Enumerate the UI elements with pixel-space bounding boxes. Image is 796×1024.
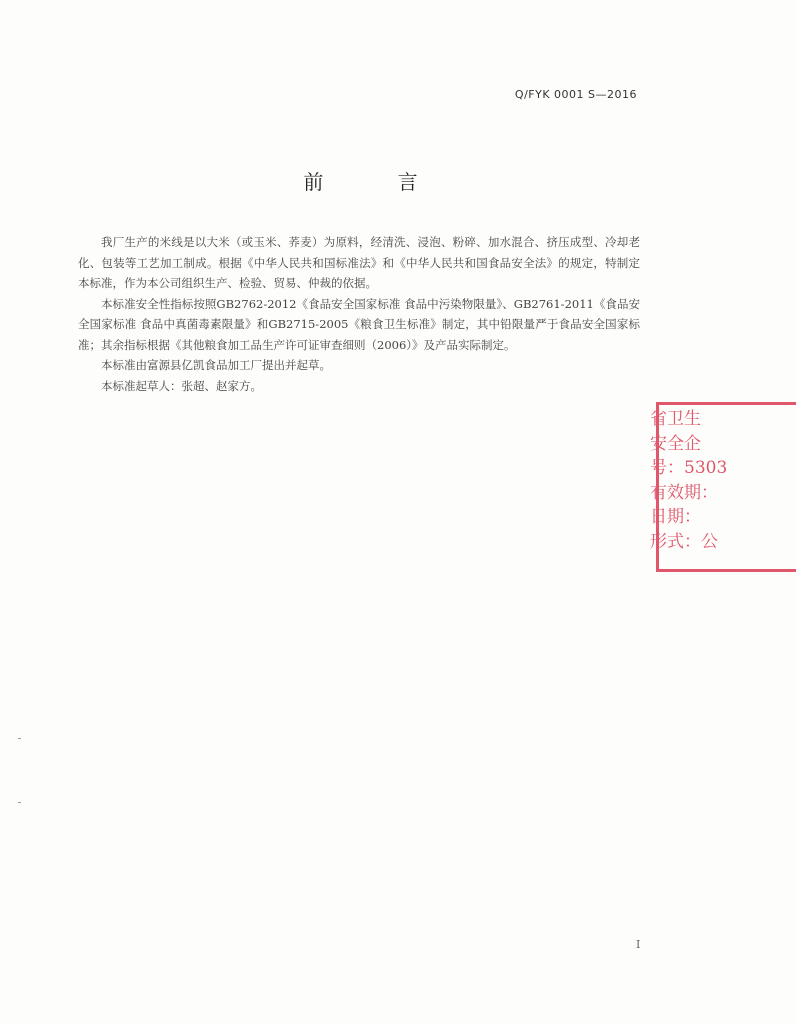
page-number: I [636, 938, 641, 951]
stamp-line-4: 有效期： [650, 482, 718, 503]
scan-speck [18, 802, 21, 803]
page-title: 前 言 [303, 170, 452, 194]
paragraph-1: 我厂生产的米线是以大米（或玉米、荞麦）为原料，经清洗、浸泡、粉碎、加水混合、挤压成型、冷却老化、包装等工艺加工制成。根据《中华人民共和国标准法》和《中华人民共和国食品安全法》的规定，特制定本标准，作为本公司组织生产、检验、贸易、仲裁的依据。 [78, 235, 640, 290]
stamp-line-2: 安全企 [650, 433, 701, 454]
stamp-line-3: 号：5303 [650, 458, 728, 478]
scan-speck [18, 738, 21, 739]
paragraph-3: 本标准由富源县亿凯食品加工厂提出并起草。 [101, 358, 331, 372]
foreword-body [78, 232, 640, 396]
stamp-frame [650, 402, 796, 572]
paragraph-4: 本标准起草人：张超、赵家方。 [101, 378, 262, 393]
standard-code: Q/FYK 0001 S—2016 [514, 88, 637, 101]
stamp-line-5: 日期： [650, 507, 701, 527]
paragraph-2: 本标准安全性指标按照GB2762-2012《食品安全国家标准 食品中污染物限量》、GB2761-2011《食品安全国家标准 食品中真菌毒素限量》和GB2715-2005《粮食卫生标准》制定，其中铅限量严于食品安全国家标准；其余指标根据《其他粮食加工品生产许可证审查细则（2006）》及产品实际制定。 [78, 296, 640, 352]
stamp-line-6: 形式：公 [650, 531, 718, 552]
stamp-line-1: 省卫生 [650, 409, 701, 429]
registration-stamp [650, 402, 728, 572]
